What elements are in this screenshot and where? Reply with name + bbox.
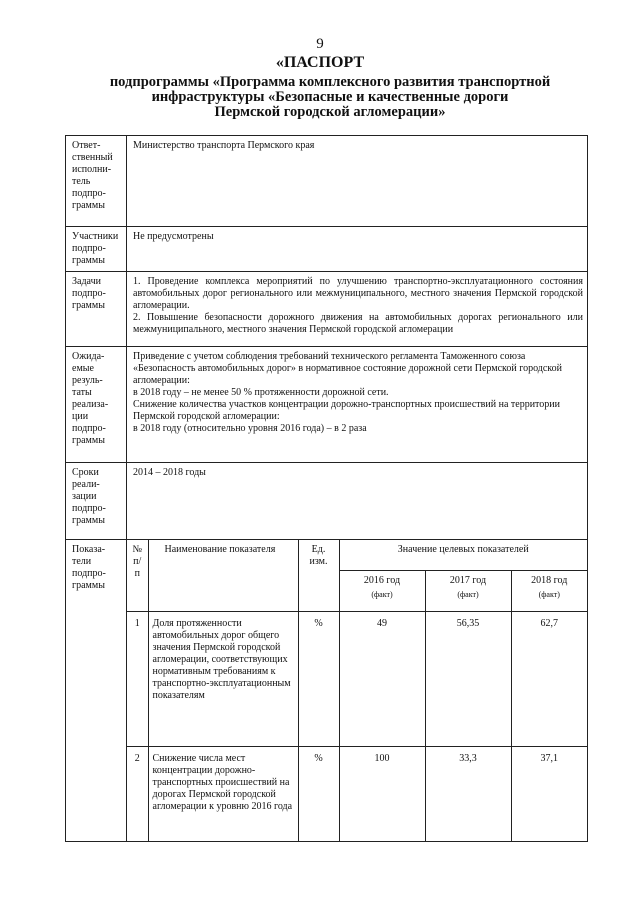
year-note: (факт) <box>371 590 393 599</box>
results-value <box>127 347 588 463</box>
indicators-table <box>127 540 587 841</box>
label-line: подпро- <box>72 243 106 254</box>
header-targets: Значение целевых показателей <box>339 540 587 571</box>
row-num: 1 <box>127 612 148 747</box>
row-label <box>66 347 127 463</box>
row-label <box>66 272 127 347</box>
result-line: Приведение с учетом соблюдения требований технического регламента Таможенного союза «Безопасность автомобильных дорог» в нормативное состояние дорожной сети Пермской городской агломерации: <box>133 351 563 386</box>
year-label: 2017 год <box>449 575 487 586</box>
row-label <box>66 136 127 227</box>
label-line: подпро- <box>72 503 106 514</box>
row-value-2017: 33,3 <box>425 747 511 842</box>
subtitle-line: инфраструктуры «Безопасные и качественные дороги <box>151 89 509 105</box>
label-line: Участники <box>72 231 119 242</box>
passport-table <box>65 135 588 842</box>
document-subtitle <box>100 75 560 120</box>
label-line: подпро- <box>72 423 106 434</box>
tasks-value <box>127 272 588 347</box>
label-line: емые <box>72 363 94 374</box>
label-line: подпро- <box>72 188 106 199</box>
row-unit: % <box>298 612 339 747</box>
header-year-2017 <box>425 571 511 612</box>
row-value-2018: 37,1 <box>511 747 587 842</box>
row-results <box>66 347 588 463</box>
row-unit: % <box>298 747 339 842</box>
document-title: «ПАСПОРТ <box>275 54 365 71</box>
label-line: граммы <box>72 300 105 311</box>
participants-value: Не предусмотрены <box>127 227 588 272</box>
row-indicator-name: Доля протяженности автомобильных дорог общего значения Пермской городской агломерации, соответствующих нормативным требованиям к транспортно-эксплуатационным показателям <box>148 612 298 747</box>
row-executor <box>66 136 588 227</box>
header-unit: Ед. изм. <box>298 540 339 612</box>
year-note: (факт) <box>538 590 560 599</box>
year-label: 2016 год <box>363 575 401 586</box>
terms-value: 2014 – 2018 годы <box>127 463 588 540</box>
label-line: тели <box>72 556 92 567</box>
label-line: резуль- <box>72 375 103 386</box>
label-line: граммы <box>72 255 105 266</box>
label-line: Сроки <box>72 467 99 478</box>
label-line: Задачи <box>72 276 101 287</box>
label-line: Ожида- <box>72 351 105 362</box>
task-item: 1. Проведение комплекса мероприятий по улучшению транспортно-эксплуатационного состояния автомобильных дорог регионального или межмуниципального, местного значения Пермской городской агломерации. <box>133 276 583 311</box>
subtitle-line: подпрограммы «Программа комплексного развития транспортной <box>109 74 551 90</box>
label-line: исполни- <box>72 164 112 175</box>
executor-value: Министерство транспорта Пермского края <box>127 136 588 227</box>
row-value-2017: 56,35 <box>425 612 511 747</box>
header-year-2016 <box>339 571 425 612</box>
header-num: № п/п <box>127 540 148 612</box>
indicators-header-row <box>127 540 587 571</box>
header-year-2018 <box>511 571 587 612</box>
label-line: Показа- <box>72 544 106 555</box>
row-label <box>66 227 127 272</box>
label-line: ции <box>72 411 89 422</box>
label-line: подпро- <box>72 288 106 299</box>
table-row <box>127 612 587 747</box>
year-note: (факт) <box>457 590 479 599</box>
row-value-2016: 100 <box>339 747 425 842</box>
row-indicator-name: Снижение числа мест концентрации дорожно-транспортных происшествий на дорогах Пермской городской агломерации к уровню 2016 года <box>148 747 298 842</box>
task-item: 2. Повышение безопасности дорожного движения на автомобильных дорогах регионального или межмуниципального, местного значения Пермской городской агломерации <box>133 312 583 335</box>
page-number: 9 <box>316 36 324 52</box>
table-row <box>127 747 587 842</box>
label-line: тель <box>72 176 91 187</box>
row-value-2016: 49 <box>339 612 425 747</box>
row-label <box>66 463 127 540</box>
label-line: Ответ- <box>72 140 101 151</box>
row-tasks <box>66 272 588 347</box>
result-line: в 2018 году – не менее 50 % протяженности дорожной сети. <box>133 387 389 398</box>
row-indicators <box>66 540 588 842</box>
header-name: Наименование показателя <box>148 540 298 612</box>
year-label: 2018 год <box>531 575 568 586</box>
label-line: ственный <box>72 152 113 163</box>
row-terms <box>66 463 588 540</box>
row-label <box>66 540 127 842</box>
label-line: таты <box>72 387 92 398</box>
label-line: граммы <box>72 435 105 446</box>
subtitle-line: Пермской городской агломерации» <box>214 104 446 120</box>
result-line: в 2018 году (относительно уровня 2016 года) – в 2 раза <box>133 423 367 434</box>
indicators-cell <box>127 540 588 842</box>
row-value-2018: 62,7 <box>511 612 587 747</box>
label-line: реализа- <box>72 399 109 410</box>
row-num: 2 <box>127 747 148 842</box>
label-line: граммы <box>72 200 105 211</box>
label-line: зации <box>72 491 97 502</box>
result-line: Снижение количества участков концентрации дорожно-транспортных происшествий на территории Пермской городской агломерации: <box>133 399 560 422</box>
label-line: подпро- <box>72 568 106 579</box>
label-line: граммы <box>72 515 105 526</box>
row-participants <box>66 227 588 272</box>
label-line: граммы <box>72 580 105 591</box>
label-line: реали- <box>72 479 100 490</box>
